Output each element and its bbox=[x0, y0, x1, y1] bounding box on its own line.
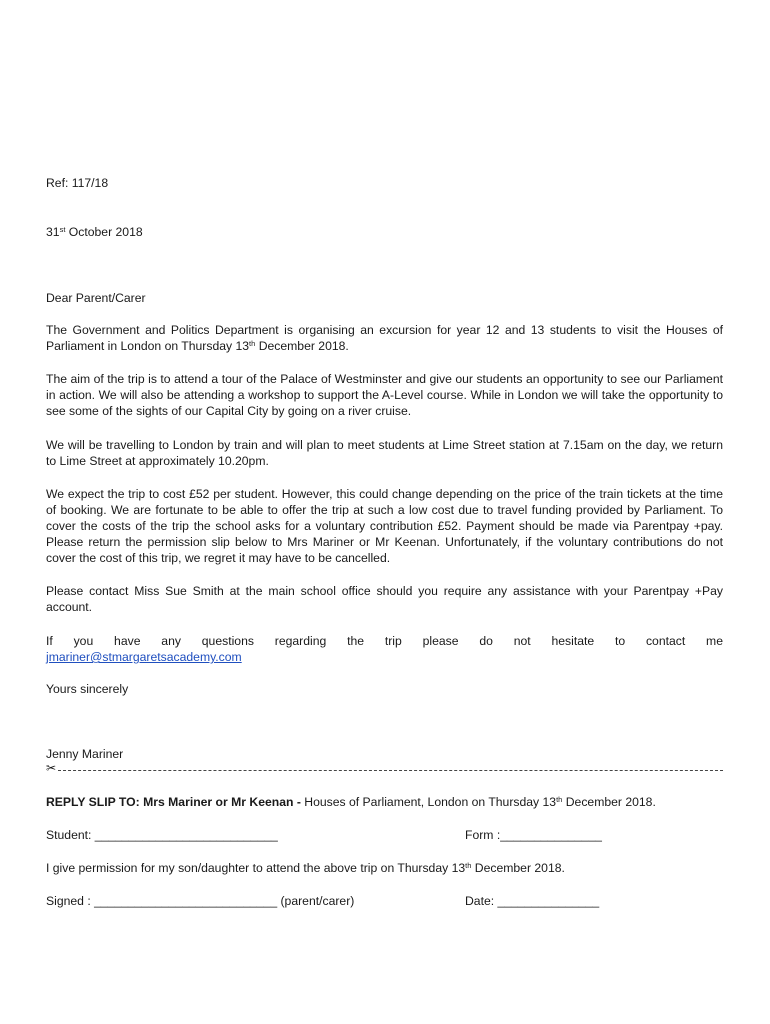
scissors-icon: ✂ bbox=[46, 761, 57, 775]
paragraph-questions: If you have any questions regarding the trip please do not hesitate to contact me bbox=[46, 634, 723, 648]
reference-number: Ref: 117/18 bbox=[46, 176, 109, 190]
reply-slip-title-text: Houses of Parliament, London on Thursday 13 bbox=[300, 795, 557, 809]
signed-row bbox=[46, 893, 723, 909]
permission-text-end: December 2018. bbox=[471, 861, 565, 875]
email-link[interactable]: jmariner@stmargaretsacademy.com bbox=[46, 650, 242, 664]
paragraph-intro bbox=[46, 322, 723, 354]
letter-date bbox=[46, 224, 723, 240]
reply-slip-title-end: December 2018. bbox=[562, 795, 656, 809]
paragraph-contact-office: Please contact Miss Sue Smith at the main school office should you require any assistance with your Parentpay +Pay account. bbox=[46, 584, 723, 614]
intro-sup: th bbox=[249, 339, 256, 348]
closing: Yours sincerely bbox=[46, 682, 129, 696]
paragraph-aim: The aim of the trip is to attend a tour of the Palace of Westminster and give our students an opportunity to see our Parliament in action. We will also be attending a workshop to support the A-Level course. While in London we will take the opportunity to see some of the sights of our Capital City by going on a river cruise. bbox=[46, 372, 723, 418]
reply-slip-title-bold: REPLY SLIP TO: Mrs Mariner or Mr Keenan - bbox=[46, 795, 301, 809]
intro-text-end: December 2018. bbox=[255, 339, 349, 353]
student-field[interactable]: Student: ___________________________ bbox=[46, 828, 278, 842]
intro-text: The Government and Politics Department is organising an excursion for year 12 and 13 students to visit the Houses of Parliament in London on Thursday 13 bbox=[46, 323, 723, 353]
permission-sup: th bbox=[465, 861, 472, 870]
permission-text: I give permission for my son/daughter to attend the above trip on Thursday 13 bbox=[46, 861, 466, 875]
salutation: Dear Parent/Carer bbox=[46, 291, 146, 305]
signed-field[interactable]: Signed : ___________________________ (parent/carer) bbox=[46, 894, 355, 908]
date-rest: October 2018 bbox=[65, 225, 143, 239]
date-suffix: st bbox=[59, 225, 66, 234]
date-field[interactable]: Date: _______________ bbox=[465, 894, 600, 908]
reply-slip-title-sup: th bbox=[556, 795, 563, 804]
paragraph-cost: We expect the trip to cost £52 per student. However, this could change depending on the price of the train tickets at the time of booking. We are fortunate to be able to offer the trip at such a low cost due to travel funding provided by Parliament. To cover the costs of the trip the school asks for a voluntary contribution £52. Payment should be made via Parentpay +pay. Please return the permission slip below to Mrs Mariner or Mr Keenan. Unfortunately, if the voluntary contributions do not cover the cost of this trip, we regret it may have to be cancelled. bbox=[46, 487, 723, 565]
cut-line bbox=[46, 761, 723, 776]
signature-name: Jenny Mariner bbox=[46, 747, 124, 761]
student-row bbox=[46, 827, 723, 843]
reply-slip-title bbox=[46, 794, 723, 810]
date-day: 31 bbox=[46, 225, 60, 239]
paragraph-travel: We will be travelling to London by train and will plan to meet students at Lime Street station at 7.15am on the day, we return to Lime Street at approximately 10.20pm. bbox=[46, 438, 723, 468]
dashed-divider bbox=[58, 770, 723, 771]
email-line bbox=[46, 649, 723, 665]
form-field[interactable]: Form :_______________ bbox=[465, 828, 602, 842]
permission-statement bbox=[46, 860, 723, 876]
